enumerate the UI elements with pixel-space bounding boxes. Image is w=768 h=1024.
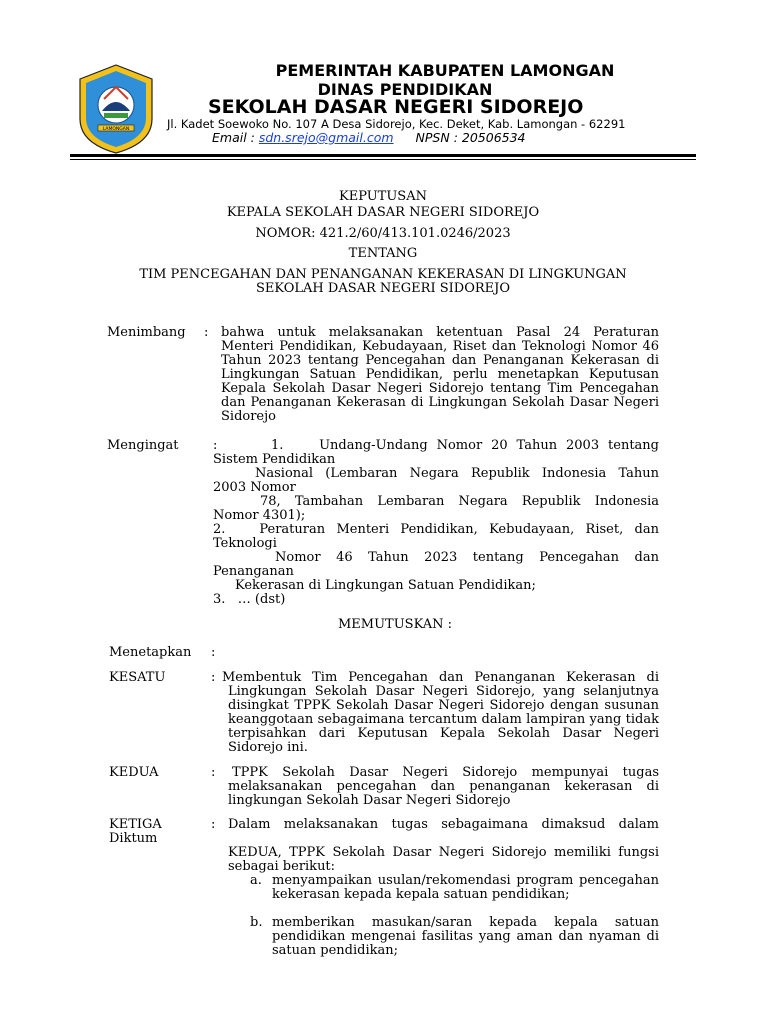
department-name: DINAS PENDIDIKAN [317,80,493,99]
kesatu-paragraph: Membentuk Tim Pencegahan dan Penanganan Kekerasan di Lingkungan Sekolah Dasar Negeri Sidorejo, yang selanjutnya disingkat TPPK Sekolah Dasar Negeri Sidorejo dengan susunan keanggotaan sebagaimana tercantum dalam lampiran yang tidak terpisahkan dari Keputusan Kepala Sekolah Dasar Negeri Sidorejo ini. [222,670,659,755]
memutuskan-heading: MEMUTUSKAN : [337,617,453,632]
kedua-label: KEDUA [109,765,159,780]
mengingat-line-9: Nomor 46 Tahun 2023 tentang Pencegahan dan [275,550,659,565]
doc-title-keputusan: KEPUTUSAN [339,189,427,204]
doc-subject-line2: SEKOLAH DASAR NEGERI SIDOREJO [256,281,510,296]
ketiga-item-b-marker: b. [250,915,263,930]
mengingat-line-5: 78, Tambahan Lembaran Negara Republik Indonesia [260,494,659,509]
menetapkan-colon: : [211,645,216,660]
svg-text:LAMONGAN: LAMONGAN [102,127,130,132]
doc-title-kepala: KEPALA SEKOLAH DASAR NEGERI SIDOREJO [226,205,540,220]
contact-line [212,130,682,145]
menimbang-colon: : [204,325,209,340]
ketiga-colon: : [211,817,216,832]
mengingat-line-3: Nasional (Lembaran Negara Republik Indonesia Tahun [255,466,659,481]
mengingat-line-2: Sistem Pendidikan [213,452,336,467]
ketiga-item-a-text: menyampaikan usulan/rekomendasi program pencegahan kekerasan kepada kepala satuan pendidikan; [272,873,659,902]
mengingat-line-1: : 1. Undang-Undang Nomor 20 Tahun 2003 tentang [213,438,659,453]
mengingat-line-12: 3. … (dst) [213,592,286,607]
header-rule-thick [70,154,696,157]
ketiga-label: KETIGA [109,817,162,832]
ketiga-item-a-marker: a. [250,873,262,888]
mengingat-line-7: 2. Peraturan Menteri Pendidikan, Kebudayaan, Riset, dan [213,522,659,537]
mengingat-line-10: Penanganan [213,564,294,579]
lamongan-regency-emblem [74,63,158,155]
kedua-colon: : [211,765,216,780]
kesatu-colon: : [211,670,216,685]
government-name: PEMERINTAH KABUPATEN LAMONGAN [275,61,615,80]
school-name: SEKOLAH DASAR NEGERI SIDOREJO [208,96,584,118]
kesatu-label: KESATU [109,670,166,685]
menetapkan-label: Menetapkan [109,645,192,660]
kesatu-text [222,671,659,755]
header-rule-thin [70,159,696,160]
mengingat-line-8: Teknologi [213,536,277,551]
ketiga-item-b-text: memberikan masukan/saran kepada kepala satuan pendidikan mengenai fasilitas yang aman dan nyaman di satuan pendidikan; [272,915,659,958]
npsn: NPSN : 20506534 [415,130,526,145]
school-address: Jl. Kadet Soewoko No. 107 A Desa Sidorejo, Kec. Deket, Kab. Lamongan - 62291 [167,117,626,131]
mengingat-line-6: Nomor 4301); [213,508,306,523]
email-label: Email : [212,130,259,145]
kedua-text [228,766,659,808]
mengingat-line-4: 2003 Nomor [213,480,296,495]
ketiga-paragraph: KEDUA, TPPK Sekolah Dasar Negeri Sidorejo memiliki fungsi sebagai berikut: [228,845,659,874]
doc-number: NOMOR: 421.2/60/413.101.0246/2023 [255,226,511,241]
mengingat-line-11: Kekerasan di Lingkungan Satuan Pendidikan; [235,578,536,593]
kedua-paragraph: TPPK Sekolah Dasar Negeri Sidorejo mempunyai tugas melaksanakan pencegahan dan penanganan kekerasan di lingkungan Sekolah Dasar Negeri Sidorejo [228,765,659,808]
doc-tentang: TENTANG [348,246,418,261]
ketiga-line1: Dalam melaksanakan tugas sebagaimana dimaksud dalam [228,817,659,832]
menimbang-text: bahwa untuk melaksanakan ketentuan Pasal 24 Peraturan Menteri Pendidikan, Kebudayaan, Riset dan Teknologi Nomor 46 Tahun 2023 tentang Pencegahan dan Penanganan Kekerasan di Lingkungan Satuan Pendidikan, perlu menetapkan Keputusan Kepala Sekolah Dasar Negeri Sidorejo tentang Tim Pencegahan dan Penanganan Kekerasan di Lingkungan Sekolah Dasar Negeri Sidorejo [221,325,659,424]
email-link[interactable]: sdn.srejo@gmail.com [258,130,394,145]
diktum-label: Diktum [109,831,158,846]
doc-subject-line1: TIM PENCEGAHAN DAN PENANGANAN KEKERASAN DI LINGKUNGAN [139,267,627,282]
mengingat-label: Mengingat [107,438,179,453]
menimbang-label: Menimbang [107,325,186,340]
